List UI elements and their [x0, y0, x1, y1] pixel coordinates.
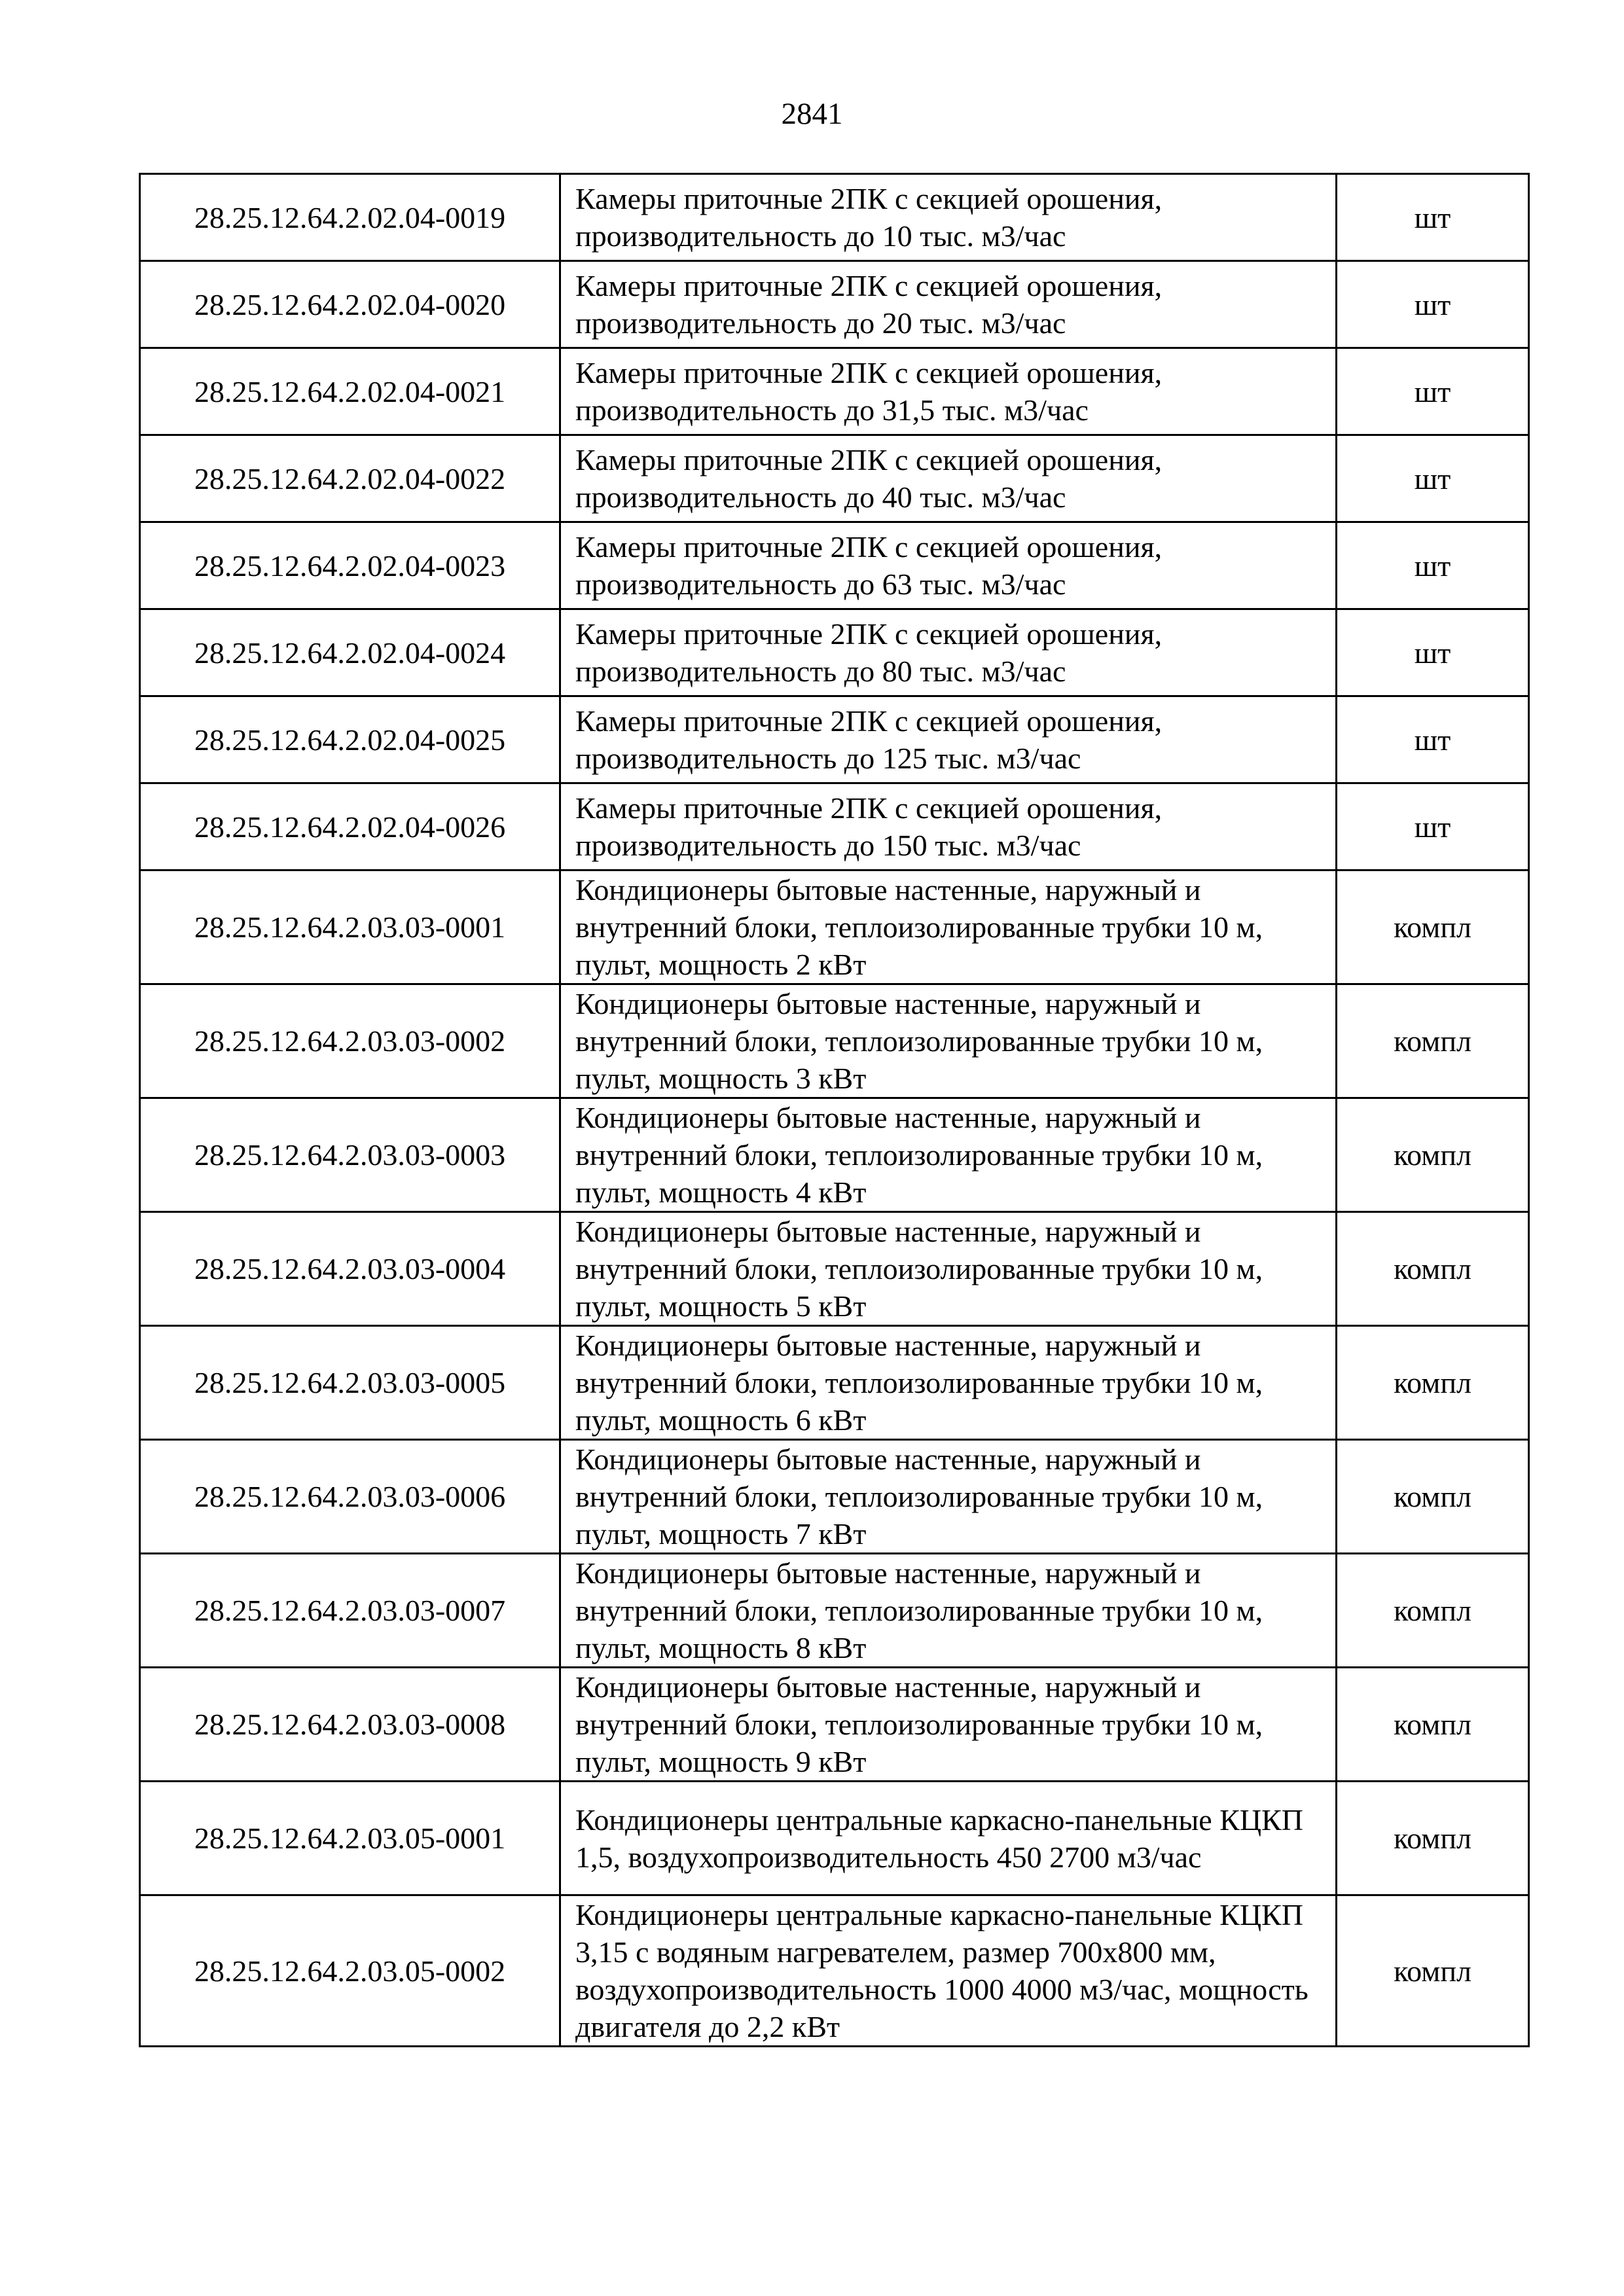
resource-unit: шт — [1337, 435, 1529, 522]
resource-unit: компл — [1337, 1895, 1529, 2047]
resource-code: 28.25.12.64.2.03.03-0007 — [140, 1554, 560, 1668]
resource-name: Кондиционеры бытовые настенные, наружный и внутренний блоки, теплоизолированные трубки 10 м, пульт, мощность 3 кВт — [560, 984, 1337, 1098]
table-row — [140, 783, 1529, 870]
resource-code: 28.25.12.64.2.03.03-0003 — [140, 1098, 560, 1212]
table-row — [140, 348, 1529, 435]
table-row — [140, 1440, 1529, 1554]
table-row — [140, 1554, 1529, 1668]
resource-name: Кондиционеры бытовые настенные, наружный и внутренний блоки, теплоизолированные трубки 10 м, пульт, мощность 6 кВт — [560, 1326, 1337, 1440]
resource-name: Кондиционеры бытовые настенные, наружный и внутренний блоки, теплоизолированные трубки 10 м, пульт, мощность 7 кВт — [560, 1440, 1337, 1554]
resource-unit: шт — [1337, 783, 1529, 870]
resource-unit: шт — [1337, 696, 1529, 783]
resource-unit: компл — [1337, 1668, 1529, 1782]
resource-code: 28.25.12.64.2.03.05-0001 — [140, 1782, 560, 1895]
resource-name: Кондиционеры бытовые настенные, наружный и внутренний блоки, теплоизолированные трубки 10 м, пульт, мощность 4 кВт — [560, 1098, 1337, 1212]
resource-unit: компл — [1337, 1440, 1529, 1554]
resource-name: Камеры приточные 2ПК с секцией орошения, производительность до 63 тыс. м3/час — [560, 522, 1337, 609]
resource-code: 28.25.12.64.2.02.04-0024 — [140, 609, 560, 696]
resource-name: Камеры приточные 2ПК с секцией орошения, производительность до 31,5 тыс. м3/час — [560, 348, 1337, 435]
resource-code: 28.25.12.64.2.02.04-0026 — [140, 783, 560, 870]
table-row — [140, 174, 1529, 261]
resource-code: 28.25.12.64.2.03.03-0008 — [140, 1668, 560, 1782]
table-row — [140, 261, 1529, 348]
resource-code: 28.25.12.64.2.02.04-0025 — [140, 696, 560, 783]
resource-code: 28.25.12.64.2.03.05-0002 — [140, 1895, 560, 2047]
resource-code: 28.25.12.64.2.02.04-0023 — [140, 522, 560, 609]
resource-name: Кондиционеры центральные каркасно-панельные КЦКП 3,15 с водяным нагревателем, размер 700х800 мм, воздухопроизводительность 1000 4000 м3/час, мощность двигателя до 2,2 кВт — [560, 1895, 1337, 2047]
resource-unit: компл — [1337, 984, 1529, 1098]
resource-code: 28.25.12.64.2.02.04-0019 — [140, 174, 560, 261]
resource-unit: компл — [1337, 1326, 1529, 1440]
resource-name: Камеры приточные 2ПК с секцией орошения, производительность до 40 тыс. м3/час — [560, 435, 1337, 522]
resource-code: 28.25.12.64.2.03.03-0005 — [140, 1326, 560, 1440]
resource-name: Камеры приточные 2ПК с секцией орошения, производительность до 80 тыс. м3/час — [560, 609, 1337, 696]
resource-unit: компл — [1337, 1212, 1529, 1326]
table-row — [140, 984, 1529, 1098]
table-row — [140, 435, 1529, 522]
table-row — [140, 522, 1529, 609]
page-number: 2841 — [781, 97, 843, 131]
resource-table — [139, 173, 1530, 2047]
resource-name: Камеры приточные 2ПК с секцией орошения, производительность до 10 тыс. м3/час — [560, 174, 1337, 261]
resource-name: Камеры приточные 2ПК с секцией орошения, производительность до 125 тыс. м3/час — [560, 696, 1337, 783]
resource-unit: шт — [1337, 261, 1529, 348]
table-row — [140, 696, 1529, 783]
resource-name: Кондиционеры центральные каркасно-панельные КЦКП 1,5, воздухопроизводительность 450 2700 м3/час — [560, 1782, 1337, 1895]
resource-code: 28.25.12.64.2.03.03-0001 — [140, 870, 560, 984]
resource-unit: шт — [1337, 174, 1529, 261]
resource-unit: компл — [1337, 1554, 1529, 1668]
resource-name: Кондиционеры бытовые настенные, наружный и внутренний блоки, теплоизолированные трубки 10 м, пульт, мощность 8 кВт — [560, 1554, 1337, 1668]
resource-unit: компл — [1337, 1098, 1529, 1212]
resource-unit: шт — [1337, 609, 1529, 696]
table-row — [140, 1895, 1529, 2047]
resource-code: 28.25.12.64.2.02.04-0022 — [140, 435, 560, 522]
table-row — [140, 1668, 1529, 1782]
resource-name: Кондиционеры бытовые настенные, наружный и внутренний блоки, теплоизолированные трубки 10 м, пульт, мощность 2 кВт — [560, 870, 1337, 984]
table-row — [140, 870, 1529, 984]
resource-code: 28.25.12.64.2.03.03-0006 — [140, 1440, 560, 1554]
resource-name: Камеры приточные 2ПК с секцией орошения, производительность до 20 тыс. м3/час — [560, 261, 1337, 348]
resource-unit: шт — [1337, 348, 1529, 435]
table-row — [140, 1326, 1529, 1440]
resource-code: 28.25.12.64.2.02.04-0021 — [140, 348, 560, 435]
resource-name: Камеры приточные 2ПК с секцией орошения, производительность до 150 тыс. м3/час — [560, 783, 1337, 870]
resource-code: 28.25.12.64.2.03.03-0004 — [140, 1212, 560, 1326]
table-row — [140, 1098, 1529, 1212]
resource-unit: компл — [1337, 1782, 1529, 1895]
resource-code: 28.25.12.64.2.03.03-0002 — [140, 984, 560, 1098]
table-row — [140, 1212, 1529, 1326]
table-row — [140, 609, 1529, 696]
resource-unit: шт — [1337, 522, 1529, 609]
resource-code: 28.25.12.64.2.02.04-0020 — [140, 261, 560, 348]
resource-name: Кондиционеры бытовые настенные, наружный и внутренний блоки, теплоизолированные трубки 10 м, пульт, мощность 5 кВт — [560, 1212, 1337, 1326]
resource-unit: компл — [1337, 870, 1529, 984]
table-row — [140, 1782, 1529, 1895]
resource-name: Кондиционеры бытовые настенные, наружный и внутренний блоки, теплоизолированные трубки 10 м, пульт, мощность 9 кВт — [560, 1668, 1337, 1782]
